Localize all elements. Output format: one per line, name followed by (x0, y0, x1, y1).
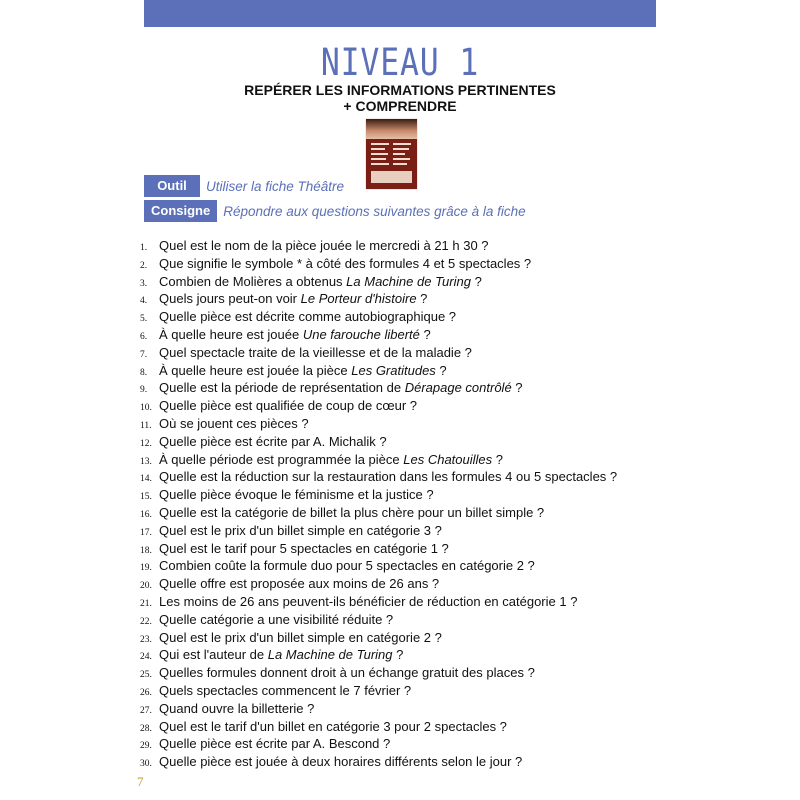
question-item (140, 504, 670, 522)
page-number: 7 (137, 774, 144, 789)
question-item (140, 326, 670, 344)
outil-text: Utiliser la fiche Théâtre (206, 178, 345, 194)
question-number: 16. (140, 509, 152, 520)
question-number: 6. (140, 331, 148, 342)
question-number: 2. (140, 260, 148, 271)
question-text: Quelle pièce est qualifiée de coup de cœur ? (159, 398, 417, 414)
question-item (140, 273, 670, 291)
question-text: Quel est le tarif d'un billet en catégorie 3 pour 2 spectacles ? (159, 718, 507, 734)
question-text: Qui est l'auteur de La Machine de Turing ? (159, 647, 404, 663)
question-number: 26. (140, 687, 152, 698)
page-subtitle-line2: + COMPRENDRE (343, 98, 457, 114)
question-text: À quelle heure est jouée la pièce Les Gratitudes ? (159, 362, 447, 378)
question-item (140, 540, 670, 558)
question-item (140, 433, 670, 451)
question-item (140, 682, 670, 700)
question-text: Quelle est la réduction sur la restauration dans les formules 4 ou 5 spectacles ? (159, 469, 618, 485)
question-list (140, 237, 670, 771)
consigne-text: Répondre aux questions suivantes grâce à la fiche (223, 203, 526, 219)
question-title-italic: La Machine de Turing (267, 647, 393, 663)
question-number: 14. (140, 474, 152, 485)
question-text: Quelle est la période de représentation de Dérapage contrôlé ? (159, 380, 523, 396)
question-number: 18. (140, 545, 152, 556)
question-item (140, 753, 670, 771)
question-text: Quelle pièce est écrite par A. Bescond ? (159, 736, 391, 752)
question-text: Quelle pièce est décrite comme autobiographique ? (159, 309, 457, 325)
question-text: À quelle période est programmée la pièce Les Chatouilles ? (159, 451, 503, 467)
question-number: 15. (140, 492, 152, 503)
question-title-italic: Dérapage contrôlé (404, 380, 512, 396)
page-subtitle-line1: REPÉRER LES INFORMATIONS PERTINENTES (244, 82, 556, 98)
question-text: Quelles formules donnent droit à un échange gratuit des places ? (159, 665, 535, 681)
outil-row (144, 175, 344, 197)
question-title-italic: Les Chatouilles (403, 451, 493, 467)
question-item (140, 397, 670, 415)
question-title-italic: La Machine de Turing (346, 273, 471, 289)
question-item (140, 735, 670, 753)
question-number: 8. (140, 367, 148, 378)
question-number: 27. (140, 705, 152, 716)
question-number: 30. (140, 759, 152, 770)
question-number: 4. (140, 296, 148, 307)
question-item (140, 664, 670, 682)
question-text: Combien coûte la formule duo pour 5 spectacles en catégorie 2 ? (159, 558, 535, 574)
question-number: 13. (140, 456, 152, 467)
question-item (140, 522, 670, 540)
question-item (140, 557, 670, 575)
question-item (140, 718, 670, 736)
question-item (140, 575, 670, 593)
question-number: 10. (140, 403, 152, 414)
question-text: Combien de Molières a obtenus La Machine de Turing ? (159, 273, 482, 289)
question-item (140, 290, 670, 308)
question-number: 24. (140, 652, 152, 663)
question-text: Que signifie le symbole * à côté des formules 4 et 5 spectacles ? (159, 255, 532, 271)
outil-label: Outil (144, 175, 200, 197)
question-number: 19. (140, 563, 152, 574)
question-number: 22. (140, 616, 152, 627)
question-number: 12. (140, 438, 152, 449)
question-number: 11. (140, 420, 152, 431)
question-item (140, 379, 670, 397)
question-item (140, 308, 670, 326)
question-number: 3. (140, 278, 148, 289)
question-title-italic: Une farouche liberté (302, 326, 420, 342)
question-item (140, 344, 670, 362)
question-text: Quel est le tarif pour 5 spectacles en catégorie 1 ? (159, 540, 449, 556)
question-item (140, 486, 670, 504)
question-item (140, 629, 670, 647)
question-text: Quel est le prix d'un billet simple en catégorie 3 ? (159, 522, 442, 538)
question-item (140, 362, 670, 380)
question-text: Quels jours peut-on voir Le Porteur d'histoire ? (159, 291, 428, 307)
question-title-italic: Le Porteur d'histoire (300, 291, 417, 307)
question-item (140, 237, 670, 255)
question-text: Quel est le prix d'un billet simple en catégorie 2 ? (159, 629, 442, 645)
question-item (140, 415, 670, 433)
question-title-italic: Les Gratitudes (351, 362, 436, 378)
question-item (140, 646, 670, 664)
question-number: 17. (140, 527, 152, 538)
question-text: Quelle pièce est écrite par A. Michalik ? (159, 433, 387, 449)
question-number: 23. (140, 634, 152, 645)
question-item (140, 451, 670, 469)
question-text: Quelle est la catégorie de billet la plus chère pour un billet simple ? (159, 504, 545, 520)
question-number: 28. (140, 723, 152, 734)
question-text: Quel est le nom de la pièce jouée le mercredi à 21 h 30 ? (159, 238, 489, 253)
question-text: Quelle offre est proposée aux moins de 26 ans ? (159, 576, 440, 592)
question-item (140, 611, 670, 629)
question-number: 25. (140, 670, 152, 681)
question-text: Quand ouvre la billetterie ? (159, 700, 315, 716)
question-text: Quelle pièce est jouée à deux horaires différents selon le jour ? (159, 754, 523, 770)
question-text: Les moins de 26 ans peuvent-ils bénéficier de réduction en catégorie 1 ? (159, 593, 578, 609)
question-item (140, 468, 670, 486)
question-number: 20. (140, 581, 152, 592)
question-text: Où se jouent ces pièces ? (159, 415, 309, 431)
question-number: 5. (140, 314, 148, 325)
question-number: 29. (140, 741, 152, 752)
question-text: À quelle heure est jouée Une farouche liberté ? (159, 326, 431, 342)
question-text: Quelle pièce évoque le féminisme et la justice ? (159, 487, 434, 503)
consigne-label: Consigne (144, 200, 217, 222)
question-number: 1. (140, 243, 148, 253)
question-item (140, 255, 670, 273)
question-text: Quels spectacles commencent le 7 février ? (159, 682, 412, 698)
question-number: 9. (140, 385, 148, 396)
theatre-flyer-thumbnail (366, 119, 417, 189)
question-number: 21. (140, 598, 152, 609)
question-item (140, 700, 670, 718)
question-number: 7. (140, 349, 148, 360)
page-title: NIVEAU 1 (320, 41, 480, 84)
consigne-row (144, 200, 526, 222)
top-color-bar (144, 0, 656, 27)
question-item (140, 593, 670, 611)
question-text: Quelle catégorie a une visibilité réduite ? (159, 611, 394, 627)
question-text: Quel spectacle traite de la vieillesse et de la maladie ? (159, 344, 472, 360)
